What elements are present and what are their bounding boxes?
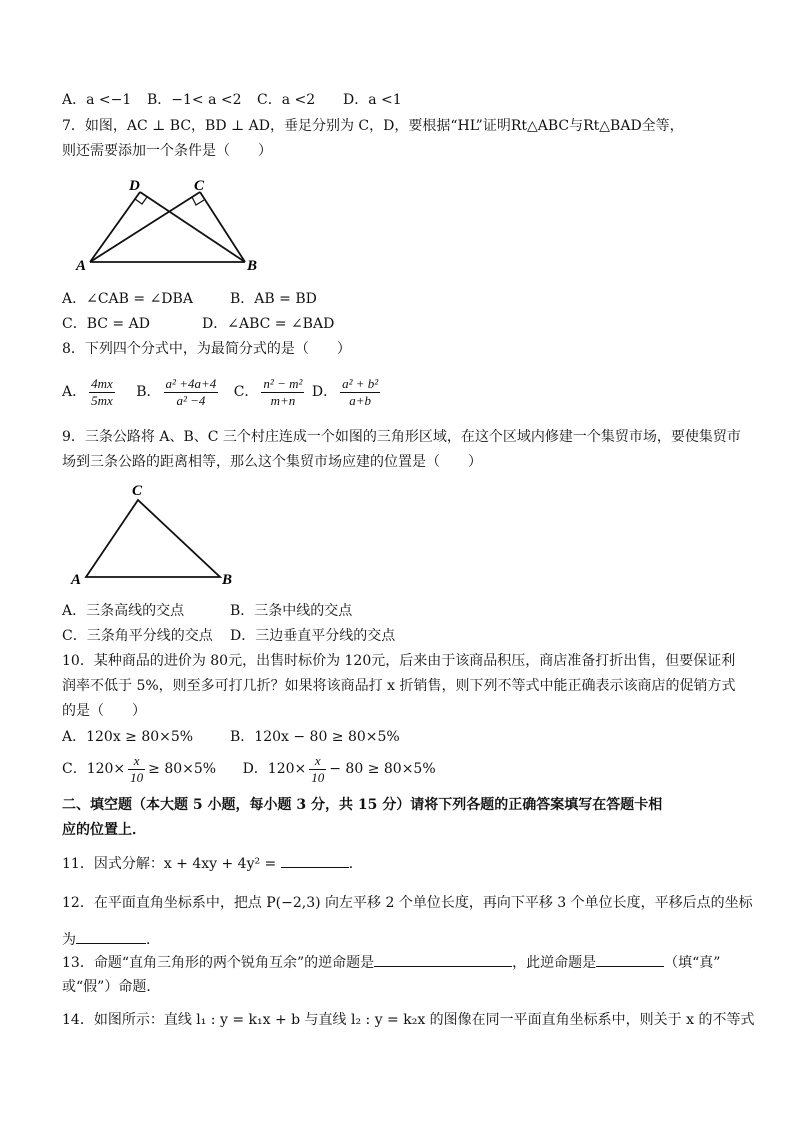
q10-option-c-fraction xyxy=(128,753,145,786)
q10-option-d-suffix: − 80 ≥ 80×5% xyxy=(329,761,436,777)
q6-option-a: A．a <−1 xyxy=(62,92,132,108)
q12-end: ． xyxy=(146,932,160,948)
q8-option-a-denominator: 5mx xyxy=(91,392,113,408)
section2-heading-line2: 应的位置上． xyxy=(62,822,146,838)
q12-stem-line1: 12．在平面直角坐标系中，把点 P(−2,3) 向左平移 2 个单位长度，再向下平移 3 个单位长度，平移后点的坐标 xyxy=(62,895,753,911)
q8-option-c-label: C． xyxy=(233,384,259,400)
q9-option-c: C．三条角平分线的交点 xyxy=(62,628,213,644)
q8-option-c-numerator: n² − m² xyxy=(263,375,303,391)
q9-stem-line1: 9．三条公路将 A、B、C 三个村庄连成一个如图的三角形区域，在这个区域内修建一个集贸市场，要使集贸市 xyxy=(62,429,741,445)
q11-line xyxy=(62,853,363,874)
q13-truth-blank[interactable] xyxy=(596,952,664,967)
q8-option-b-denominator: a² −4 xyxy=(176,392,206,408)
q6-options xyxy=(62,90,402,110)
q9-label-b: B xyxy=(222,572,233,588)
q6-option-d: D．a <1 xyxy=(343,92,402,108)
q11-stem: 11．因式分解：x + 4xy + 4y² = xyxy=(62,856,277,872)
q12-line2 xyxy=(62,929,160,950)
q8-option-a-label: A． xyxy=(62,384,87,400)
q10-option-a: A．120x ≥ 80×5% xyxy=(62,729,194,745)
q10-stem-line3: 的是（ ） xyxy=(62,703,146,719)
q14-stem-line1: 14．如图所示：直线 l₁ : y = k₁x + b 与直线 l₂ : y = k₂x 的图像在同一平面直角坐标系中，则关于 x 的不等式 xyxy=(62,1012,755,1028)
q9-option-b: B．三条中线的交点 xyxy=(230,603,353,619)
q7-figure xyxy=(70,174,270,274)
q13-line1 xyxy=(62,952,720,973)
q8-option-b-label: B． xyxy=(136,384,161,400)
q10-option-b: B．120x − 80 ≥ 80×5% xyxy=(230,729,400,745)
q6-option-b: B．−1< a <2 xyxy=(147,92,242,108)
q7-label-c: C xyxy=(194,178,205,194)
q10-option-c-numerator: x xyxy=(128,753,145,770)
q9-option-a: A．三条高线的交点 xyxy=(62,603,185,619)
q13-mid: ，此逆命题是 xyxy=(512,955,597,971)
q9-label-a: A xyxy=(71,572,82,588)
q8-option-d-fraction xyxy=(340,376,380,409)
q7-option-c: C．BC = AD xyxy=(62,316,150,332)
q10-options-row2 xyxy=(62,752,436,786)
q10-stem-line1: 10．某种商品的进价为 80元，出售时标价为 120元，后来由于该商品积压，商店准备打折出售，但要保证利 xyxy=(62,653,736,669)
q7-option-d: D．∠ABC = ∠BAD xyxy=(202,316,335,332)
q9-stem-line2: 场到三条公路的距离相等，那么这个集贸市场应建的位置是（ ） xyxy=(62,454,482,470)
q8-option-b-fraction xyxy=(164,376,219,409)
q13-stem: 13．命题“直角三角形的两个锐角互余”的逆命题是 xyxy=(62,955,375,971)
q11-end: ． xyxy=(348,856,363,872)
q13-line2: 或“假”）命题． xyxy=(62,979,161,995)
q6-option-c: C．a <2 xyxy=(257,92,316,108)
q13-converse-blank[interactable] xyxy=(374,952,512,967)
q7-stem-line2: 则还需要添加一个条件是（ ） xyxy=(62,143,272,159)
q9-options-row2 xyxy=(62,626,395,646)
q7-stem-line1: 7．如图，AC ⊥ BC，BD ⊥ AD，垂足分别为 C，D，要根据“HL”证明Rt△ABC与Rt△BAD全等， xyxy=(62,118,684,134)
q10-option-d-numerator: x xyxy=(309,753,326,770)
q8-stem: 8．下列四个分式中，为最简分式的是（ ） xyxy=(62,341,351,357)
q9-figure xyxy=(62,480,242,590)
q12-answer-blank[interactable] xyxy=(76,929,146,944)
q8-option-c-fraction xyxy=(261,376,304,409)
section2-heading-line1: 二、填空题（本大题 5 小题，每小题 3 分，共 15 分）请将下列各题的正确答案填写在答题卡相 xyxy=(62,797,663,813)
q9-option-d: D．三边垂直平分线的交点 xyxy=(230,628,396,644)
q10-option-c-suffix: ≥ 80×5% xyxy=(148,761,217,777)
q8-option-d-denominator: a+b xyxy=(349,392,371,408)
q10-stem-line2: 润率不低于 5%，则至多可打几折？如果将该商品打 x 折销售，则下列不等式中能正确表示该商店的促销方式 xyxy=(62,678,736,694)
q8-option-b-numerator: a² +4a+4 xyxy=(165,375,217,391)
q11-answer-blank[interactable] xyxy=(281,853,349,868)
q8-option-a-fraction xyxy=(89,376,115,409)
q8-option-d-label: D． xyxy=(311,384,338,400)
q8-options xyxy=(62,374,383,410)
q7-options-row1 xyxy=(62,289,317,309)
q12-line2-prefix: 为 xyxy=(62,932,76,948)
q10-option-d-prefix: D．120× xyxy=(242,761,307,777)
q10-option-d-denominator: 10 xyxy=(311,769,325,785)
q8-option-d-numerator: a² + b² xyxy=(342,375,379,391)
q9-options-row1 xyxy=(62,601,352,621)
q8-option-c-denominator: m+n xyxy=(270,392,296,408)
q8-option-a-numerator: 4mx xyxy=(91,375,113,391)
q7-option-a: A．∠CAB = ∠DBA xyxy=(62,291,193,307)
q9-label-c: C xyxy=(132,483,143,499)
q7-label-b: B xyxy=(247,258,258,274)
q10-option-c-prefix: C．120× xyxy=(62,761,126,777)
q13-post: （填“真” xyxy=(664,955,721,971)
q10-option-c-denominator: 10 xyxy=(130,769,144,785)
q7-option-b: B．AB = BD xyxy=(230,291,317,307)
q10-options-row1 xyxy=(62,727,400,747)
q7-label-a: A xyxy=(76,258,87,274)
q7-options-row2 xyxy=(62,314,334,334)
q7-label-d: D xyxy=(129,178,140,194)
q10-option-d-fraction xyxy=(309,753,326,786)
